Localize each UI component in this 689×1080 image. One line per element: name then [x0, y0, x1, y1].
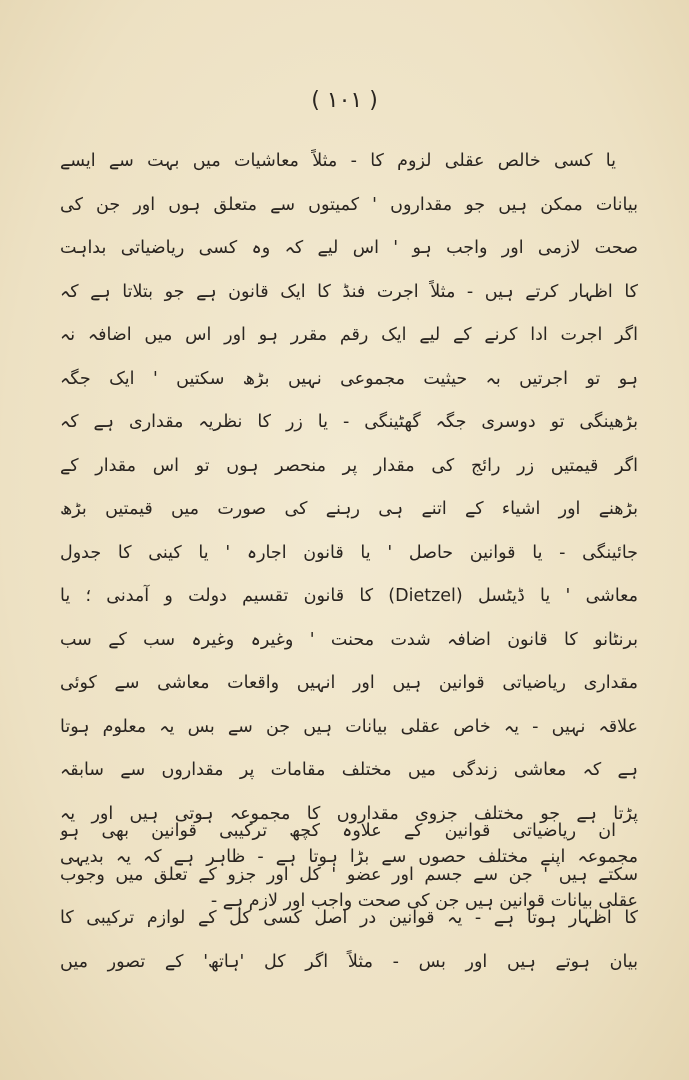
text-line: جائینگی - یا قوانین حاصل ' یا قانون اجارہ ' یا کینی کا جدول: [60, 542, 638, 563]
text-line: بیانات ممکن ہیں جو مقداروں ' کمیتوں سے متعلق ہوں اور جن کی: [60, 194, 638, 215]
text-line: یا کسی خالص عقلی لزوم کا - مثلاً معاشیات میں بہت سے ایسے: [60, 151, 616, 171]
text-line: بڑھینگی تو دوسری جگہ گھٹینگی - یا زر کا نظریہ مقداری ہے کہ: [60, 412, 638, 432]
text-line: علاقہ نہیں - یہ خاص عقلی بیانات ہیں جن سے بس یہ معلوم ہوتا: [60, 716, 638, 737]
text-line: کا اظہار کرتے ہیں - مثلاً اجرت فنڈ کا ایک قانون ہے جو بتلاتا ہے کہ: [60, 281, 638, 302]
text-line: کا اظہار ہوتا ہے - یہ قوانین در اصل کسی کل کے لوازم ترکیبی کا: [60, 908, 638, 928]
text-line: سکتے ہیں ' جن سے جسم اور عضو ' کل اور جزو کے تعلق میں وجوب: [60, 864, 638, 885]
text-line: بڑھنے اور اشیاء کے اتنے ہی رہنے کی صورت میں قیمتیں بڑھ: [60, 499, 638, 519]
text-line: ان ریاضیاتی قوانین کے علاوہ کچھ ترکیبی قوانین بھی ہو: [60, 821, 616, 841]
text-line: معاشی ' یا ڈیٹسل (Dietzel) کا قانون تقسیم دولت و آمدنی ؛ یا: [60, 586, 638, 606]
text-line: پڑتا ہے جو مختلف جزوی مقداروں کا مجموعہ ہوتی ہیں اور یہ: [60, 803, 638, 824]
text-line: ہو تو اجرتیں بہ حیثیت مجموعی نہیں بڑھ سکتیں ' ایک جگہ: [60, 368, 638, 389]
text-line: اگر اجرت ادا کرنے کے لیے ایک رقم مقرر ہو اور اس میں اضافہ نہ: [60, 325, 638, 345]
paragraph-2: [60, 810, 638, 984]
text-line: مجموعہ اپنے مختلف حصوں سے بڑا ہوتا ہے - ظاہر ہے کہ یہ بدیہی: [60, 847, 638, 867]
page-number: ( ۱۰۱ ): [311, 88, 378, 113]
text-line: برنٹانو کا قانون اضافہ شدت محنت ' وغیرہ وغیرہ سب کے سب: [60, 629, 638, 650]
text-line: صحت لازمی اور واجب ہو ' اس لیے کہ وہ کسی ریاضیاتی بداہت: [60, 238, 638, 258]
text-line: ہے کہ معاشی زندگی میں مختلف مقامات پر مقداروں سے سابقہ: [60, 760, 638, 780]
text-line: اگر قیمتیں زر رائج کی مقدار پر منحصر ہوں تو اس مقدار کے: [60, 455, 638, 476]
text-line: بیان ہوتے ہیں اور بس - مثلاً اگر کل 'ہاتھ' کے تصور میں: [60, 951, 638, 972]
paragraph-1: [60, 140, 638, 923]
text-line: عقلی بیانات قوانین ہیں جن کی صحت واجب اور لازم ہے -: [210, 890, 638, 911]
text-line: مقداری ریاضیاتی قوانین ہیں اور انہیں واقعات معاشی سے کوئی: [60, 673, 638, 693]
